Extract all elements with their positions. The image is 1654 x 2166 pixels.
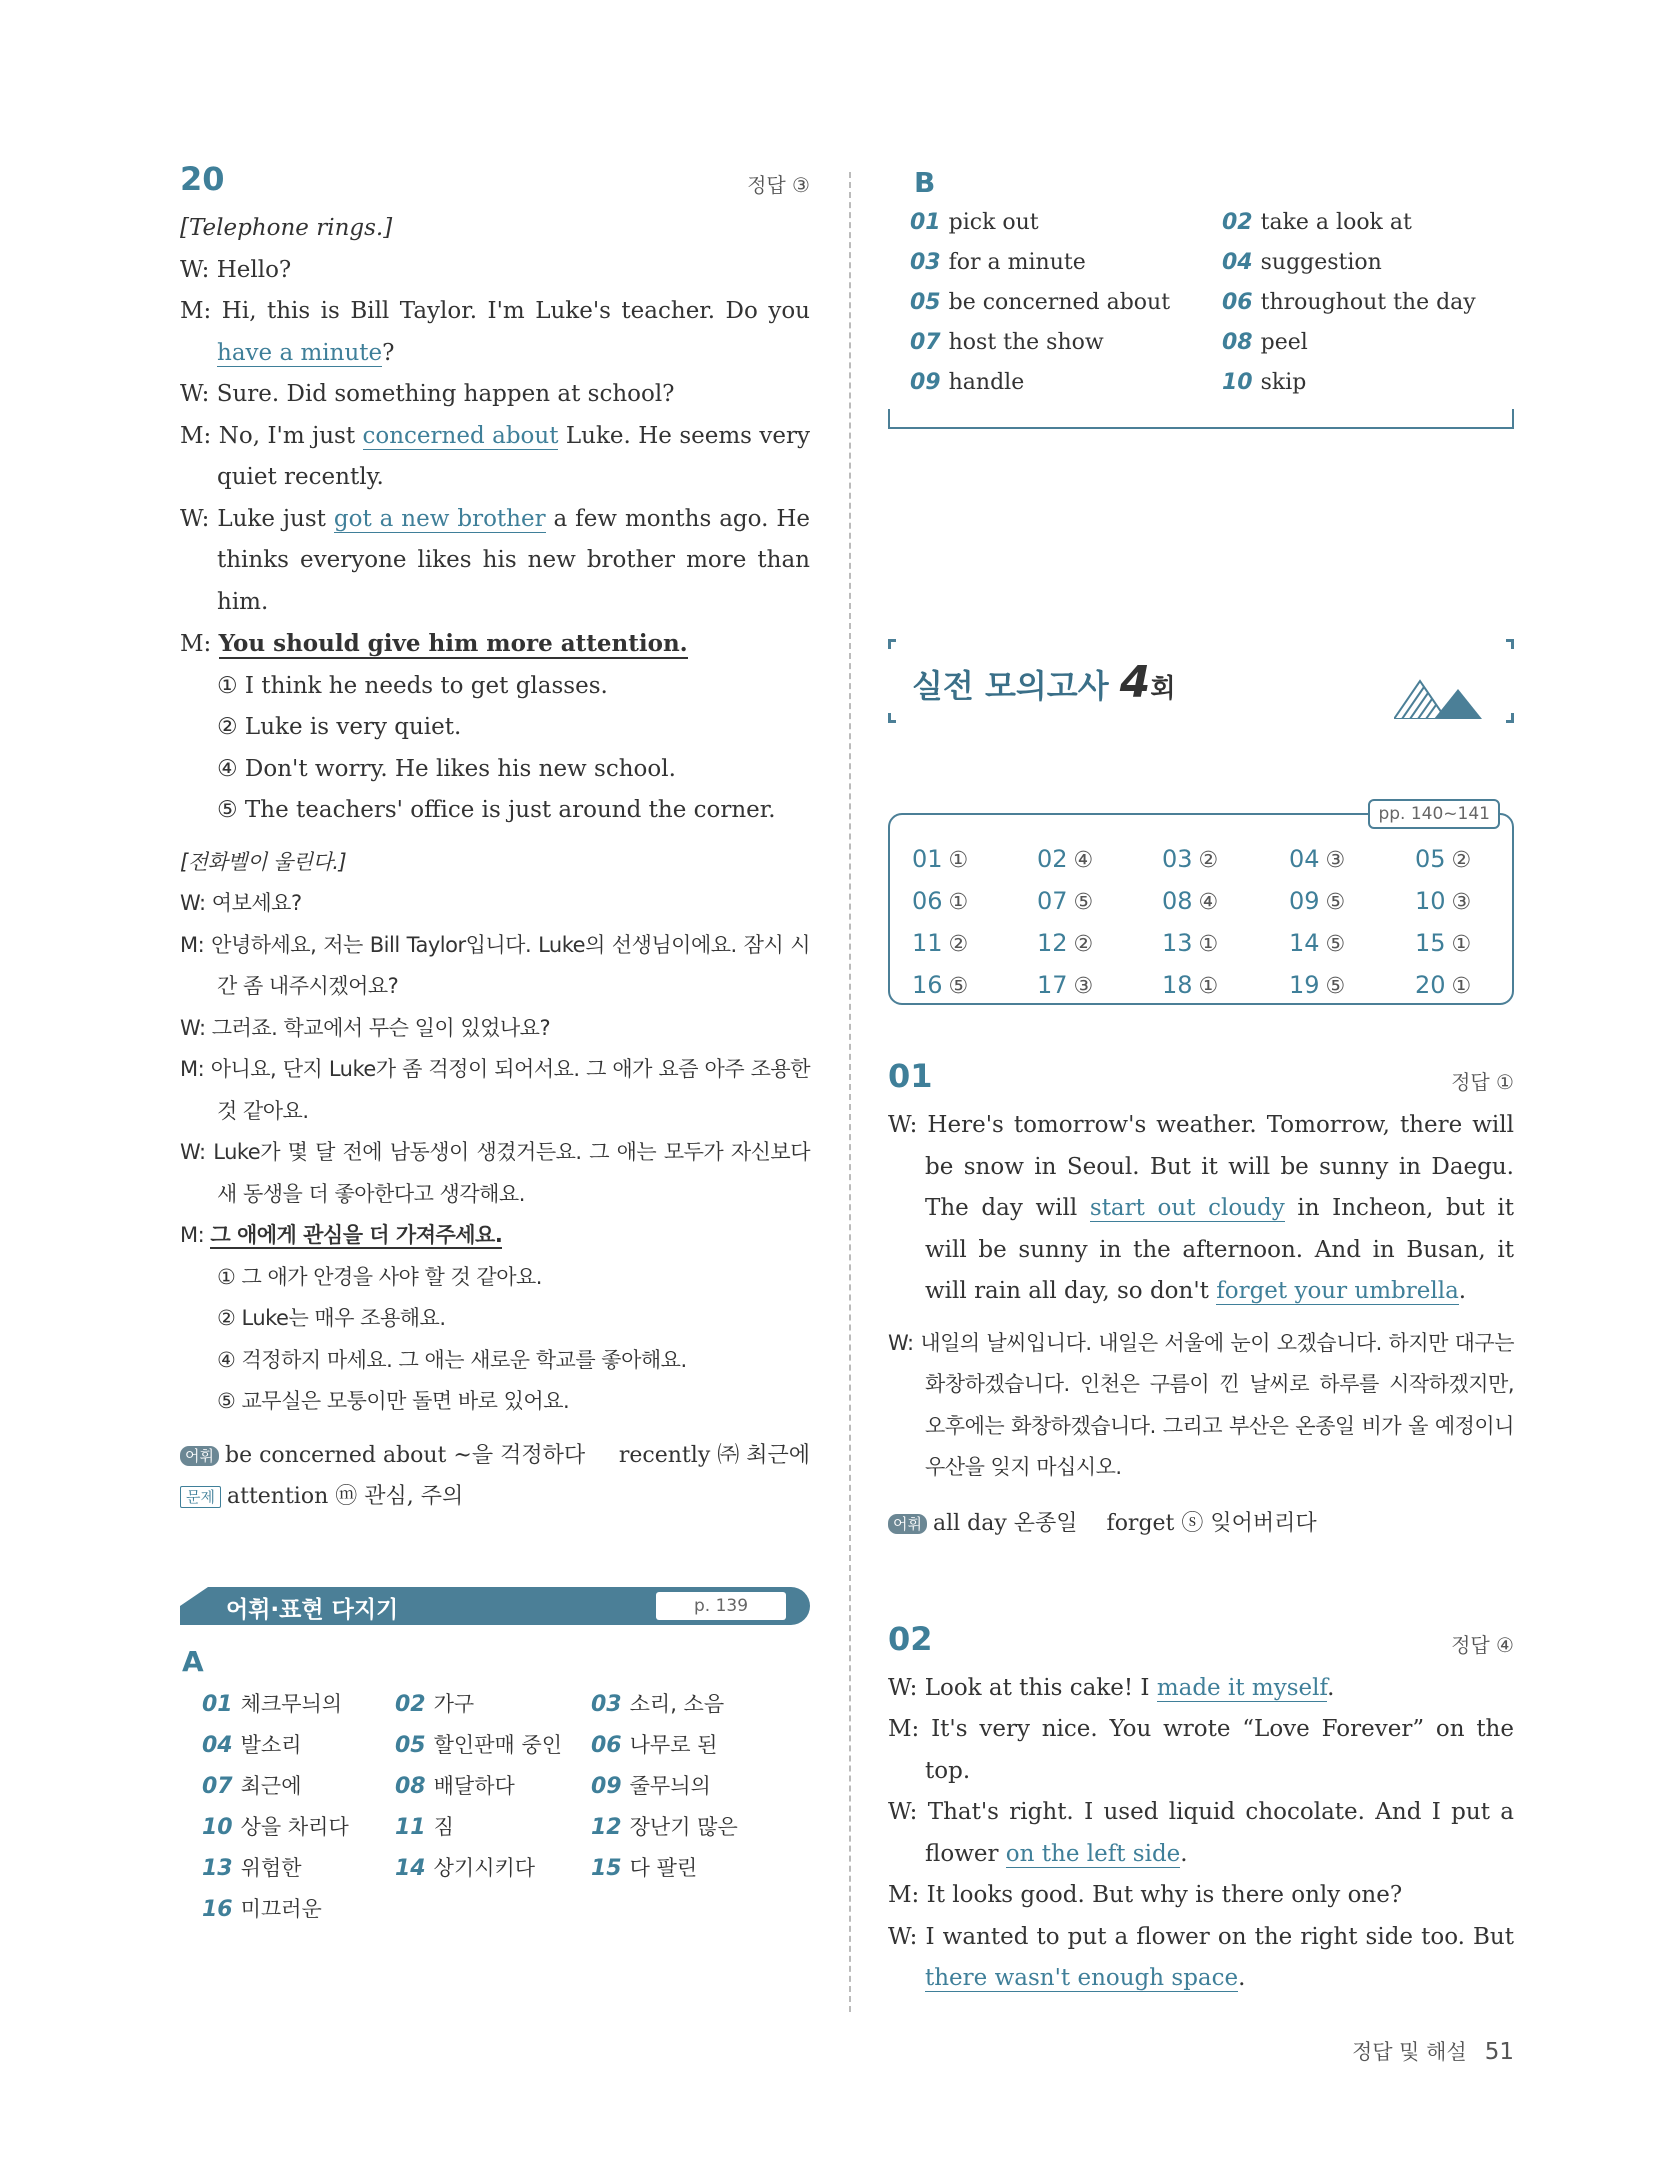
correct-answer: You should give him more attention. [218,630,688,657]
answer-key-item [1037,965,1162,1007]
item-number: 07 [202,1773,233,1799]
item-text: 위험한 [240,1855,302,1880]
vocab-list-item [395,1766,591,1807]
answer-option: ② Luke는 매우 조용해요. [217,1306,446,1330]
banner-arrow [180,1587,208,1625]
answer-choice: ① [948,848,969,873]
vocab-list-item [202,1684,395,1725]
speaker-label: W: [180,256,217,283]
answer-key-item [912,881,1037,923]
item-text: 배달하다 [433,1773,515,1798]
vocab-list-item [591,1807,791,1848]
dialogue-text: Luke just [217,505,334,532]
answer-key-item [912,839,1037,881]
answer-choice: ① [1198,932,1219,957]
vocab-tag: 어휘 [180,1446,219,1466]
item-number: 03 [910,250,941,275]
item-number: 08 [1222,330,1253,355]
dialogue-line [180,250,810,292]
dialogue-text: That's right. I used liquid chocolate. And I put a flower [925,1799,1514,1867]
dialogue-line [180,1132,810,1215]
vocab-list-item [910,363,1222,403]
speaker-label: M: [180,1223,211,1247]
section-a-label: A [182,1644,204,1678]
answer-key-item [1037,881,1162,923]
answer-label: 정답 ④ [1451,1632,1514,1657]
answer-key-item [1162,965,1289,1007]
answer-option: ② Luke is very quiet. [217,714,462,740]
speaker-label: W: [888,1330,921,1355]
answer-choice: ⑤ [948,974,969,999]
answer-key-item [1289,839,1415,881]
dialogue-line [888,1917,1514,2000]
vocab-list-item [395,1684,591,1725]
answer-key-item [1415,839,1525,881]
vocab-list-item [395,1725,591,1766]
question-number: 03 [1162,845,1193,873]
english-options [180,666,810,832]
question-number: 08 [1162,887,1193,915]
blank-answer: there wasn't enough space [925,1965,1239,1991]
speaker-label: W: [888,1674,925,1701]
answer-label: 정답 ③ [747,173,810,197]
korean-dialogue [888,1323,1514,1489]
answer-choice: ① [1198,974,1219,999]
speaker-label: W: [888,1799,928,1825]
dialogue-text: 내일의 날씨입니다. 내일은 서울에 눈이 오겠습니다. 하지만 대구는 화창하겠습니다. 인천은 구름이 낀 날씨로 하루를 시작하겠지만, 오후에는 화창하겠습니다. 그리고 부산은 온종일 비가 올 예정이니 우산을 잊지 마십시오. [920,1330,1514,1479]
answer-option: ④ 걱정하지 마세요. 그 애는 새로운 학교를 좋아해요. [217,1347,687,1372]
question-number: 20 [1415,971,1446,999]
vocab-item: forget ⓢ 잊어버리다 [1106,1510,1317,1536]
answer-key-item [912,923,1037,965]
item-number: 02 [1222,210,1253,235]
vocab-item: be concerned about ~을 걱정하다 [224,1442,586,1468]
answer-key-pages: pp. 140~141 [1368,799,1500,829]
column-divider [849,172,851,2012]
vocab-list-item [1222,323,1522,363]
vocab-tag: 어휘 [888,1514,927,1534]
answer-choice: ⑤ [1325,974,1346,999]
item-text: 할인판매 중인 [433,1732,563,1757]
blank-answer: have a minute [217,339,383,366]
answer-key-item [1162,881,1289,923]
answer-choice: ② [1198,848,1219,873]
vocab-item: recently ㈜ 최근에 [618,1442,810,1468]
dialogue-text: No, I'm just [218,422,363,449]
vocab-list-item [202,1807,395,1848]
question-number: 19 [1289,971,1320,999]
question-number: 05 [1415,845,1446,873]
left-column [180,160,810,1930]
item-number: 12 [591,1814,622,1840]
item-text: host the show [948,330,1104,355]
item-text: 가구 [433,1691,475,1716]
dialogue-line [888,1792,1514,1875]
dialogue-text: in Incheon, but it will be sunny in the afternoon. And in Busan, it will rain all day, so don't [925,1195,1515,1304]
vocab-list-item [591,1725,791,1766]
answer-key-item [1162,923,1289,965]
dialogue-line [180,374,810,416]
english-dialogue [180,250,810,666]
footer-label: 정답 및 해설 [1351,2040,1467,2064]
item-number: 04 [202,1732,233,1758]
item-number: 08 [395,1773,426,1799]
dialogue-line [180,623,810,666]
section-b-label: B [914,166,936,199]
question-number: 01 [912,845,943,873]
dialogue-line [180,499,810,624]
dialogue-line [888,1668,1514,1710]
item-number: 09 [910,370,941,395]
correct-answer: 그 애에게 관심을 더 가져주세요. [210,1223,503,1247]
item-number: 03 [591,1691,622,1717]
question-02-header [888,1620,1514,1658]
dialogue-line [180,416,810,499]
item-text: pick out [948,210,1039,235]
dialogue-line [180,925,810,1008]
question-number: 04 [1289,845,1320,873]
question-number: 11 [912,929,943,957]
dialogue-text: . [1238,1965,1246,1991]
dialogue-text: Here's tomorrow's weather. Tomorrow, there will be snow in Seoul. But it will be sunny in Daegu. The day will [925,1112,1514,1221]
speaker-label: M: [180,298,222,324]
right-column [888,166,1514,2000]
question-number: 15 [1415,929,1446,957]
speaker-label: M: [180,932,212,957]
item-number: 13 [202,1855,233,1881]
blank-answer: made it myself [1156,1674,1328,1701]
answer-key-box [888,804,1514,1005]
answer-option: ④ Don't worry. He likes his new school. [217,755,676,782]
item-text: for a minute [948,250,1086,275]
item-number: 01 [910,210,941,235]
item-text: 발소리 [240,1732,302,1757]
answer-choice: ① [948,890,969,915]
item-number: 11 [395,1814,426,1840]
item-number: 07 [910,330,941,355]
item-number: 16 [202,1896,233,1922]
vocab-list-item [202,1848,395,1889]
problem-tag: 문제 [180,1486,221,1508]
item-number: 06 [1222,290,1253,315]
speaker-label: W: [180,1140,214,1164]
blank-answer: got a new brother [333,505,546,532]
question-number: 16 [912,971,943,999]
english-dialogue [888,1105,1514,1313]
answer-choice: ③ [1325,848,1346,873]
item-number: 09 [591,1773,622,1799]
item-text: skip [1260,370,1307,395]
dialogue-text: It looks good. But why is there only one? [926,1882,1403,1908]
dialogue-text: Hello? [216,256,292,283]
item-text: 장난기 많은 [629,1814,738,1839]
speaker-label: W: [180,1015,212,1040]
item-text: 체크무늬의 [240,1691,343,1716]
speaker-label: W: [180,381,217,407]
item-number: 05 [395,1732,426,1758]
question-number: 12 [1037,929,1068,957]
dialogue-line [888,1323,1514,1489]
mountain-icon [1394,673,1484,719]
vocab-list-item [395,1848,591,1889]
vocab-list-item [202,1766,395,1807]
item-text: 미끄러운 [240,1896,322,1921]
dialogue-text: I wanted to put a flower on the right side too. But [925,1923,1514,1950]
dialogue-text: a few months ago. He thinks everyone likes his new brother more than him. [217,505,811,615]
vocab-item: all day 온종일 [932,1510,1078,1536]
question-20-header [180,160,810,198]
question-01-header [888,1057,1514,1095]
question-number: 18 [1162,971,1193,999]
vocabulary-box [888,1503,1514,1544]
speaker-label: W: [888,1923,926,1950]
item-text: 짐 [433,1814,454,1839]
korean-options [180,1257,810,1423]
korean-dialogue [180,883,810,1257]
item-text: 최근에 [240,1773,302,1798]
answer-choice: ③ [1073,974,1094,999]
answer-choice: ④ [1073,848,1094,873]
question-number: 13 [1162,929,1193,957]
item-text: be concerned about [948,290,1171,315]
speaker-label: M: [888,1716,932,1742]
review-banner [180,1587,810,1625]
blank-answer: concerned about [362,422,559,449]
answer-choice: ① [1451,974,1472,999]
dialogue-line [180,1049,810,1132]
item-number: 05 [910,290,941,315]
blank-answer: forget your umbrella [1216,1278,1459,1304]
item-number: 04 [1222,250,1253,275]
question-number: 07 [1037,887,1068,915]
speaker-label: W: [888,1112,928,1138]
vocab-item: attention ⓜ 관심, 주의 [226,1483,464,1509]
item-number: 10 [202,1814,233,1840]
vocab-list-item [202,1889,395,1930]
answer-option: ⑤ The teachers' office is just around the corner. [217,797,776,823]
vocab-list-item [1222,243,1522,283]
vocab-list-item [910,323,1222,363]
review-title: 어휘·표현 다지기 [226,1596,399,1623]
answer-choice: ④ [1198,890,1219,915]
dialogue-text: . [1180,1840,1188,1867]
blank-answer: start out cloudy [1089,1195,1285,1221]
speaker-label: M: [180,1057,211,1081]
mock-test-title: 실전 모의고사 4회 [912,657,1176,708]
dialogue-line [180,1215,810,1257]
dialogue-line [180,291,810,374]
speaker-label: M: [888,1882,927,1908]
answer-option: ① I think he needs to get glasses. [217,672,608,699]
speaker-label: W: [180,891,212,915]
item-text: 줄무늬의 [629,1773,711,1798]
vocab-list-item [202,1725,395,1766]
vocab-list-item [1222,363,1522,403]
item-number: 01 [202,1691,233,1717]
dialogue-text: 여보세요? [211,891,302,915]
answer-key-item [1415,923,1525,965]
item-text: throughout the day [1260,290,1476,315]
dialogue-line [888,1875,1514,1917]
english-dialogue [888,1668,1514,2000]
answer-choice: ⑤ [1325,932,1346,957]
dialogue-text: Luke. He seems very quiet recently. [217,422,810,490]
item-number: 10 [1222,370,1253,395]
answer-key-grid [890,815,1512,1007]
dialogue-line [180,883,810,925]
item-text: 나무로 된 [629,1732,718,1757]
dialogue-text: ? [382,339,395,366]
item-number: 06 [591,1732,622,1758]
answer-key-item [1037,923,1162,965]
item-text: 상기시키다 [433,1855,536,1880]
vocab-list-item [910,203,1222,243]
vocab-list-item [910,243,1222,283]
item-number: 14 [395,1855,426,1881]
dialogue-text: It's very nice. You wrote “Love Forever” on the top. [925,1716,1514,1784]
item-text: peel [1260,330,1308,355]
question-number: 17 [1037,971,1068,999]
vocab-list-item [1222,203,1522,243]
item-text: 상을 차리다 [240,1814,349,1839]
answer-choice: ① [1451,932,1472,957]
section-b-list [888,203,1514,403]
answer-choice: ② [1073,932,1094,957]
dialogue-text: 안녕하세요, 저는 Bill Taylor입니다. Luke의 선생님이에요. 잠시 시간 좀 내주시겠어요? [211,932,810,998]
page-number: 51 [1484,2039,1514,2065]
question-number: 14 [1289,929,1320,957]
dialogue-text: . [1458,1278,1467,1304]
answer-key-item [1415,965,1525,1007]
vocabulary-box [180,1435,810,1517]
answer-label: 정답 ① [1451,1070,1514,1094]
answer-choice: ⑤ [1073,890,1094,915]
answer-key-item [1162,839,1289,881]
item-number: 02 [395,1691,426,1717]
answer-key-item [912,965,1037,1007]
vocab-list-item [591,1684,791,1725]
item-text: 다 팔린 [629,1855,698,1880]
dialogue-line [888,1105,1514,1313]
answer-choice: ② [948,932,969,957]
vocab-list-item [591,1766,791,1807]
speaker-label: W: [180,505,218,532]
vocab-list-item [910,283,1222,323]
answer-key-item [1289,923,1415,965]
question-number: 02 [1037,845,1068,873]
item-text: handle [948,370,1025,395]
question-number: 10 [1415,887,1446,915]
page-footer [1352,2036,1514,2066]
dialogue-text: . [1327,1674,1335,1701]
section-a-list [180,1684,810,1930]
answer-choice: ② [1451,848,1472,873]
answer-choice: ③ [1451,890,1472,915]
dialogue-text: Sure. Did something happen at school? [216,381,675,407]
item-text: 소리, 소음 [629,1691,725,1716]
question-number: 06 [912,887,943,915]
dialogue-text: Luke가 몇 달 전에 남동생이 생겼거든요. 그 애는 모두가 자신보다 새 동생을 더 좋아한다고 생각해요. [213,1140,810,1206]
mock-test-title-box [888,639,1514,723]
answer-key-item [1289,881,1415,923]
review-page-ref: p. 139 [656,1592,786,1620]
dialogue-line [180,1008,810,1050]
vocab-list-item [1222,283,1522,323]
dialogue-line [888,1709,1514,1792]
question-number: 09 [1289,887,1320,915]
dialogue-text: 그러죠. 학교에서 무슨 일이 있었나요? [211,1015,551,1040]
answer-key-item [1289,965,1415,1007]
dialogue-text: 아니요, 단지 Luke가 좀 걱정이 되어서요. 그 애가 요즘 아주 조용한 것 같아요. [210,1057,810,1123]
mock-test-number: 4 [1119,657,1151,708]
dialogue-text: Hi, this is Bill Taylor. I'm Luke's teacher. Do you [221,298,810,324]
question-number: 20 [180,160,225,198]
item-text: take a look at [1260,210,1412,235]
answer-option: ① 그 애가 안경을 사야 할 것 같아요. [217,1264,542,1289]
answer-option: ⑤ 교무실은 모퉁이만 돌면 바로 있어요. [217,1389,570,1413]
dialogue-text: Look at this cake! I [924,1674,1157,1701]
section-b-bracket [888,409,1514,429]
item-text: suggestion [1260,250,1382,275]
question-number: 02 [888,1619,933,1658]
speaker-label: M: [180,631,219,657]
korean-stage-direction: [전화벨이 울린다.] [180,849,347,874]
item-number: 15 [591,1855,622,1881]
answer-choice: ⑤ [1325,890,1346,915]
stage-direction: [Telephone rings.] [180,215,393,241]
vocab-list-item [591,1848,791,1889]
vocab-list-item [395,1807,591,1848]
speaker-label: M: [180,422,219,449]
question-number: 01 [888,1057,933,1095]
answer-key-item [1415,881,1525,923]
answer-key-item [1037,839,1162,881]
blank-answer: on the left side [1005,1840,1181,1867]
